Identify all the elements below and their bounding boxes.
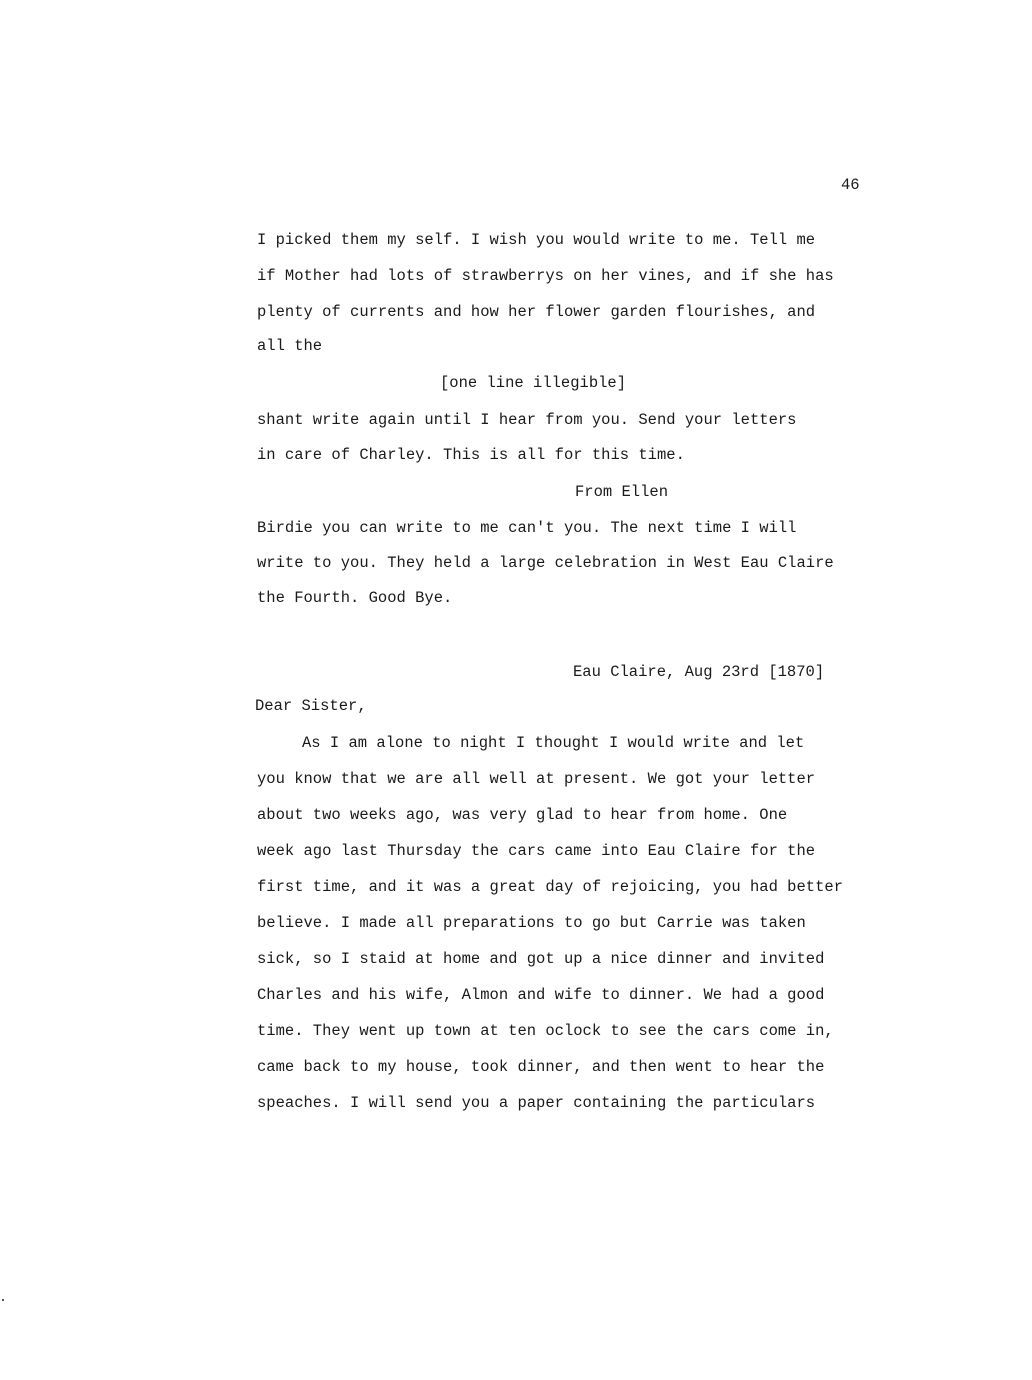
text-line: week ago last Thursday the cars came into Eau Claire for the — [257, 842, 816, 860]
page-number: 46 — [841, 176, 860, 194]
text-line: As I am alone to night I thought I would write and let — [302, 734, 805, 752]
text-line: plenty of currents and how her flower garden flourishes, and — [257, 303, 816, 321]
scan-speck — [2, 1299, 4, 1301]
salutation: Dear Sister, — [255, 697, 367, 715]
dateline: Eau Claire, Aug 23rd [1870] — [573, 663, 825, 681]
text-line: if Mother had lots of strawberrys on her vines, and if she has — [257, 267, 834, 285]
text-line: you know that we are all well at present. We got your letter — [257, 770, 816, 788]
text-line: came back to my house, took dinner, and then went to hear the — [257, 1058, 825, 1076]
text-line: speaches. I will send you a paper containing the particulars — [257, 1094, 816, 1112]
text-line: time. They went up town at ten oclock to see the cars come in, — [257, 1022, 834, 1040]
illegible-note: [one line illegible] — [440, 374, 627, 392]
text-line: first time, and it was a great day of rejoicing, you had better — [257, 878, 843, 896]
text-line: believe. I made all preparations to go but Carrie was taken — [257, 914, 806, 932]
text-line: Charles and his wife, Almon and wife to dinner. We had a good — [257, 986, 825, 1004]
text-line: all the — [257, 337, 323, 355]
text-line: about two weeks ago, was very glad to hear from home. One — [257, 806, 788, 824]
text-line: shant write again until I hear from you. Send your letters — [257, 411, 797, 429]
text-line: write to you. They held a large celebration in West Eau Claire — [257, 554, 834, 572]
text-line: Birdie you can write to me can't you. The next time I will — [257, 519, 797, 537]
text-line: I picked them my self. I wish you would write to me. Tell me — [257, 231, 816, 249]
text-line: the Fourth. Good Bye. — [257, 589, 453, 607]
signoff: From Ellen — [575, 483, 669, 501]
text-line: sick, so I staid at home and got up a nice dinner and invited — [257, 950, 825, 968]
text-line: in care of Charley. This is all for this time. — [257, 446, 685, 464]
